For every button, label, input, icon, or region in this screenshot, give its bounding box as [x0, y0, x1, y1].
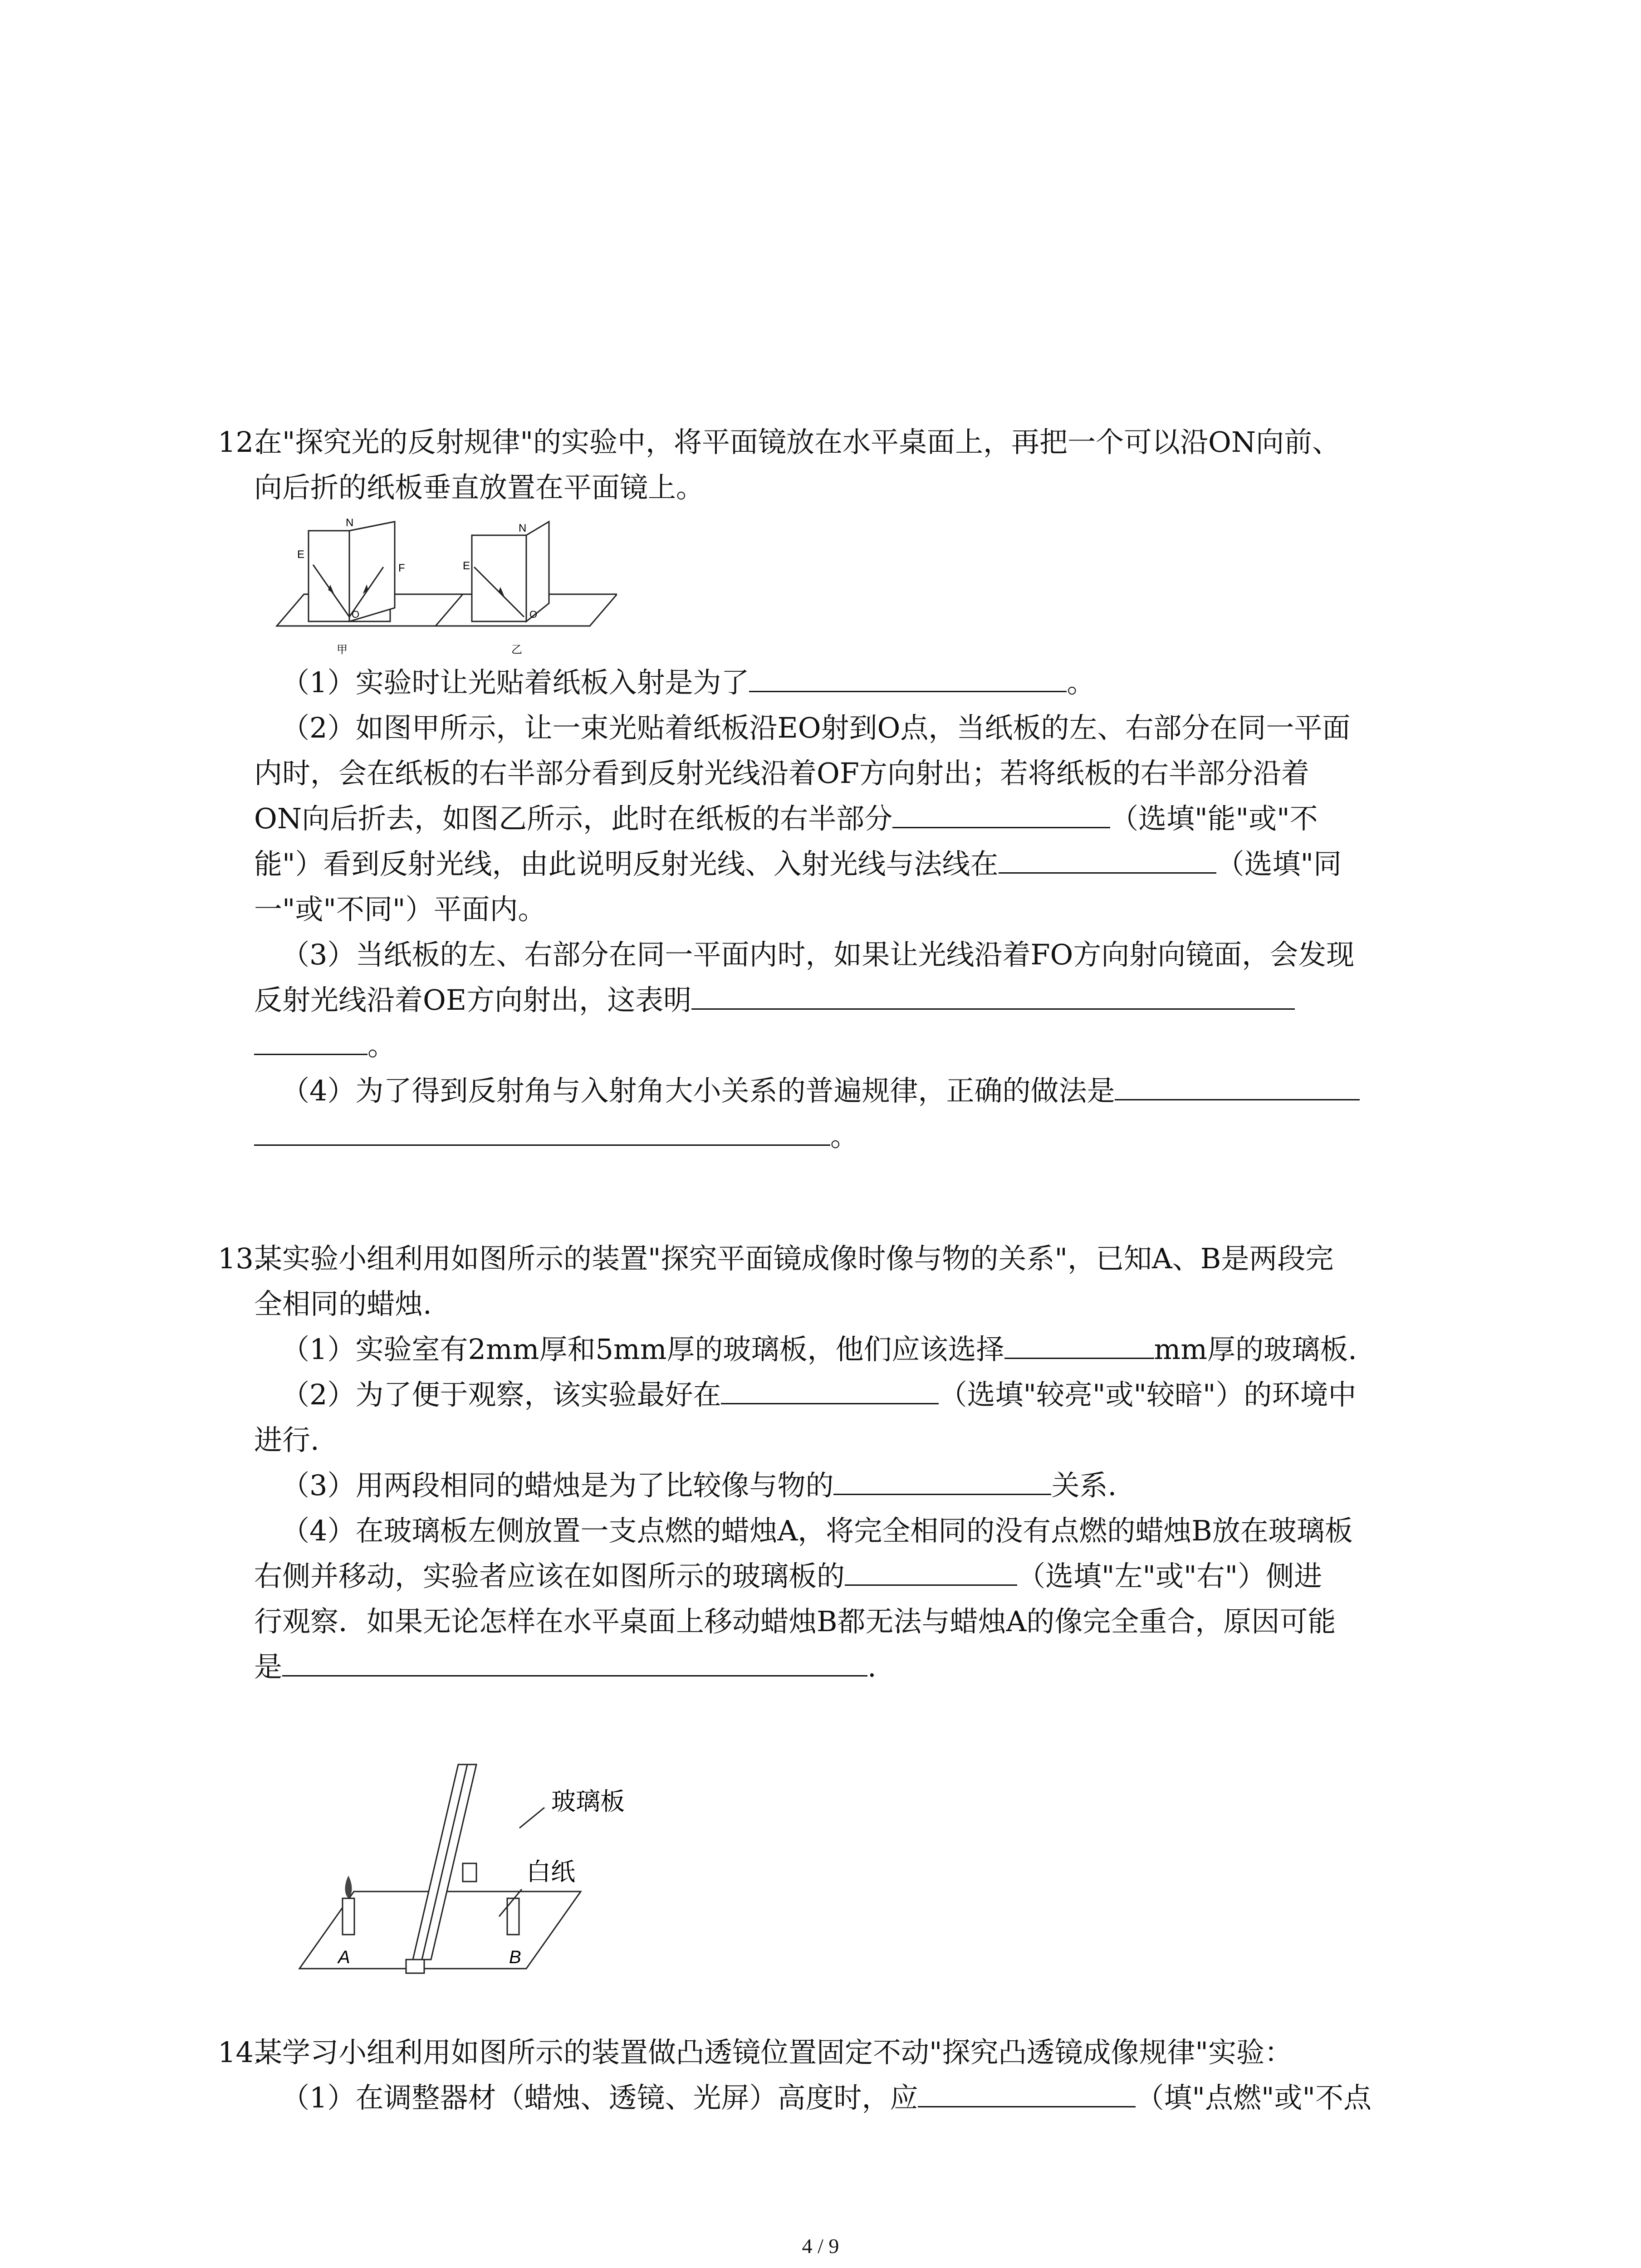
q14-part1: （1）在调整器材（蜡烛、透镜、光屏）高度时，应 （填"点燃"或"不点 [254, 2075, 1452, 2121]
q13-part4-line1: （4）在玻璃板左侧放置一支点燃的蜡烛A，将完全相同的没有点燃的蜡烛B放在玻璃板 [281, 1514, 1353, 1547]
q12-figure [272, 513, 617, 662]
q12-blank5b[interactable] [254, 1117, 830, 1146]
q13-body [254, 1236, 1452, 1690]
q12-figure-yi [436, 522, 617, 626]
q13-label-b: B [509, 1947, 521, 1967]
q13-part2-line2: 进行. [254, 1423, 319, 1457]
q12-label-o1: O [352, 609, 360, 620]
q12-part4-line1: （4）为了得到反射角与入射角大小关系的普遍规律，正确的做法是 [254, 1068, 1452, 1114]
q12-part2-line5: 一"或"不同"）平面内。 [254, 893, 546, 926]
q12-blank4b[interactable] [254, 1026, 367, 1055]
q13-part4-line4: 是 . [254, 1644, 1452, 1690]
q13-number: 13. [218, 1242, 263, 1275]
q12-blank4a[interactable] [691, 981, 1295, 1010]
q12-label-jia: 甲 [337, 644, 348, 656]
q13-label-paper: 白纸 [526, 1858, 575, 1886]
q12-part3-line3: 。 [254, 1023, 1452, 1068]
q12-parts [254, 660, 1452, 1159]
q13-part2-line1: （2）为了便于观察，该实验最好在 （选填"较亮"或"较暗"）的环境中 [254, 1372, 1452, 1418]
q12-part2-line4: 能"）看到反射光线，由此说明反射光线、入射光线与法线在 （选填"同 [254, 841, 1452, 887]
q13-stem-line2: 全相同的蜡烛. [254, 1287, 432, 1320]
q13-stem-line1: 某实验小组利用如图所示的装置"探究平面镜成像时像与物的关系"，已知A、B是两段完 [254, 1242, 1334, 1275]
q13-candle-image [463, 1863, 476, 1882]
q13-figure [290, 1760, 662, 1996]
q13-blank5[interactable] [282, 1648, 867, 1677]
q12-part2-line2: 内时，会在纸板的右半部分看到反射光线沿着OF方向射出；若将纸板的右半部分沿着 [254, 757, 1309, 790]
q13-label-a: A [338, 1947, 350, 1967]
q12-body [254, 420, 1452, 510]
q13-plate-stand [406, 1960, 424, 1973]
q13-candle-a [343, 1898, 354, 1935]
page-number: 4 / 9 [802, 2234, 839, 2258]
q12-number: 12. [218, 425, 263, 459]
q12-label-n2: N [519, 522, 527, 534]
q12-blank2[interactable] [892, 800, 1110, 828]
q12-part3-line2: 反射光线沿着OE方向射出，这表明 [254, 978, 1452, 1023]
q12-part2-line3: ON向后折去，如图乙所示，此时在纸板的右半部分 （选填"能"或"不 [254, 796, 1452, 841]
q12-label-e2: E [463, 560, 470, 572]
q12-blank5a[interactable] [1115, 1072, 1360, 1100]
q12-label-o2: O [529, 609, 538, 620]
q13-blank1[interactable] [1004, 1330, 1154, 1359]
q13-blank4[interactable] [845, 1557, 1017, 1586]
q12-part4-line2: 。 [254, 1114, 1452, 1159]
q12-label-n1: N [346, 517, 354, 529]
q13-blank2[interactable] [721, 1376, 939, 1404]
q12-part2-line1: （2）如图甲所示，让一束光贴着纸板沿EO射到O点，当纸板的左、右部分在同一平面 [281, 711, 1351, 744]
q14-blank1[interactable] [918, 2079, 1136, 2107]
q12-stem-line2: 向后折的纸板垂直放置在平面镜上。 [254, 471, 705, 504]
q13-part4-line3: 行观察．如果无论怎样在水平桌面上移动蜡烛B都无法与蜡烛A的像完全重合，原因可能 [254, 1605, 1336, 1638]
q13-part1: （1）实验室有2mm厚和5mm厚的玻璃板，他们应该选择 mm厚的玻璃板. [254, 1327, 1452, 1372]
q12-stem-line1: 在"探究光的反射规律"的实验中，将平面镜放在水平桌面上，再把一个可以沿ON向前、 [254, 425, 1341, 459]
q14-body [254, 2030, 1452, 2121]
q12-figure-jia [277, 522, 467, 626]
q13-label-glass: 玻璃板 [551, 1788, 625, 1815]
q12-part3-line1: （3）当纸板的左、右部分在同一平面内时，如果让光线沿着FO方向射向镜面，会发现 [281, 938, 1355, 971]
q12-blank1[interactable] [749, 664, 1067, 692]
q13-part4-line2: 右侧并移动，实验者应该在如图所示的玻璃板的 （选填"左"或"右"）侧进 [254, 1554, 1452, 1599]
q12-blank3[interactable] [999, 845, 1216, 874]
q14-stem: 某学习小组利用如图所示的装置做凸透镜位置固定不动"探究凸透镜成像规律"实验： [254, 2036, 1293, 2069]
q13-blank3[interactable] [833, 1466, 1051, 1495]
q12-label-yi: 乙 [511, 644, 522, 656]
q12-label-e1: E [297, 548, 305, 561]
q14-number: 14. [218, 2036, 263, 2069]
q13-part3: （3）用两段相同的蜡烛是为了比较像与物的 关系. [254, 1463, 1452, 1508]
q12-label-f1: F [398, 562, 405, 574]
q12-part1: （1）实验时让光贴着纸板入射是为了 。 [254, 660, 1452, 705]
